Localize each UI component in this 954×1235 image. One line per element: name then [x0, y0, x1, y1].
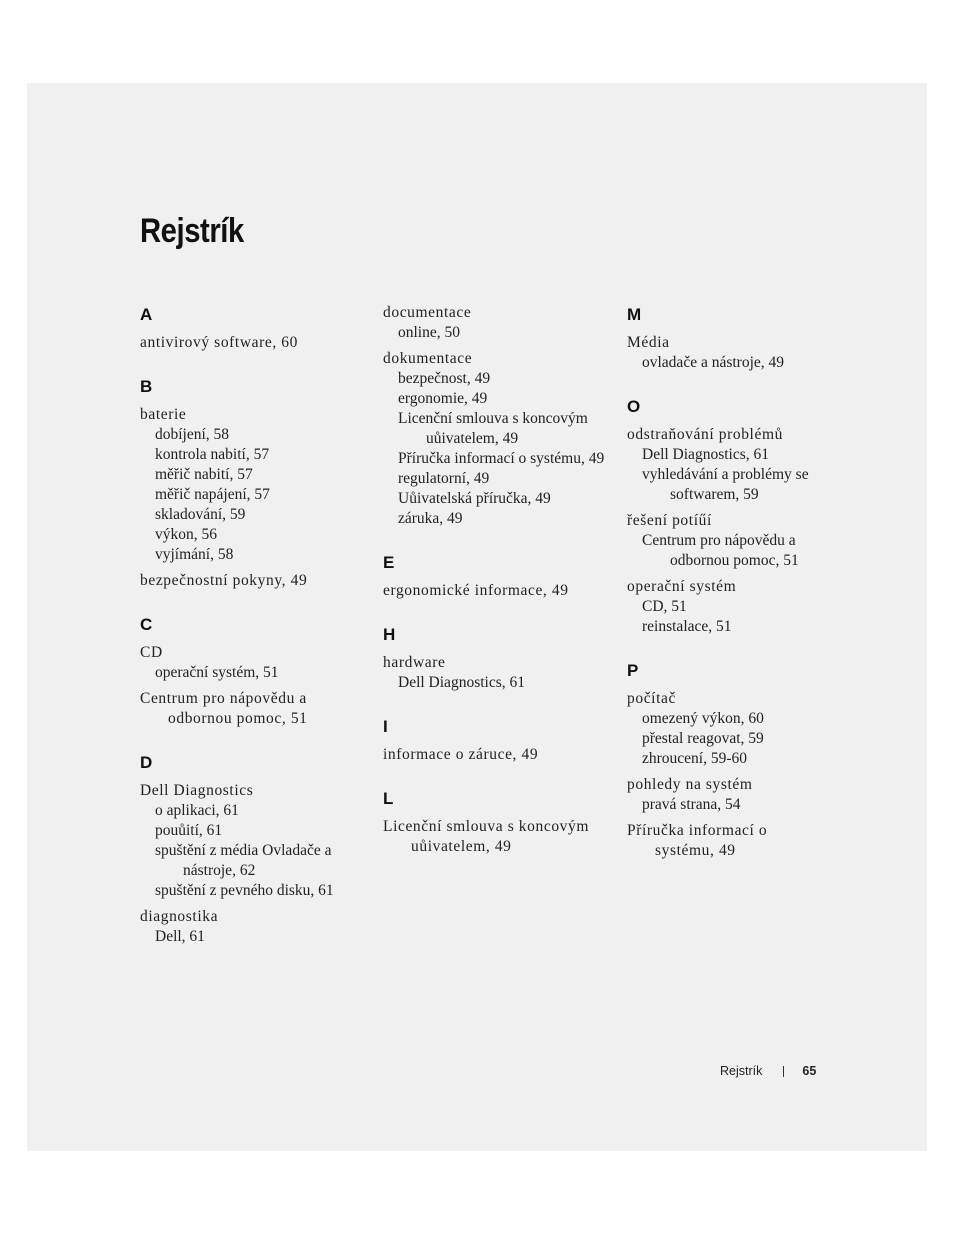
- index-entry: [140, 333, 370, 353]
- index-term: diagnostika: [140, 908, 219, 925]
- page-number: 65: [802, 1064, 817, 1078]
- index-subentry: zhroucení, 59-60: [642, 750, 748, 767]
- index-subentry: Centrum pro nápovědu a odbornou pomoc, 51: [642, 532, 799, 569]
- index-entry: [140, 907, 370, 947]
- index-subentry: operační systém, 51: [155, 664, 279, 681]
- index-subentry: skladování, 59: [155, 506, 246, 523]
- index-term: Licenční smlouva s koncovým uůivatelem, 49: [383, 818, 590, 855]
- index-subentry: regulatorní, 49: [398, 470, 490, 487]
- index-entry: [627, 689, 827, 769]
- index-subentry: vyhledávání a problémy se softwarem, 59: [642, 466, 809, 503]
- subentry-list: [627, 709, 827, 769]
- section-letter: H: [383, 625, 396, 644]
- index-section: [383, 717, 613, 765]
- index-column-1: [140, 303, 370, 971]
- index-term: bezpečnostní pokyny, 49: [140, 572, 308, 589]
- subentry-list: [627, 795, 827, 815]
- subentry-list: [627, 445, 827, 505]
- index-subentry: ergonomie, 49: [398, 390, 488, 407]
- index-term: Dell Diagnostics: [140, 782, 254, 799]
- index-subentry: omezený výkon, 60: [642, 710, 764, 727]
- section-letter: B: [140, 377, 153, 396]
- index-section: [383, 553, 613, 601]
- index-entry: [140, 643, 370, 683]
- index-subentry: spuštění z média Ovladače a nástroje, 62: [155, 842, 332, 879]
- index-section: [627, 397, 827, 637]
- index-term: informace o záruce, 49: [383, 746, 539, 763]
- index-term: řešení potíűí: [627, 512, 712, 529]
- subentry-list: [383, 323, 613, 343]
- section-letter: C: [140, 615, 153, 634]
- page-title: Rejstrík: [140, 212, 244, 250]
- section-letter: E: [383, 553, 395, 572]
- index-subentry: záruka, 49: [398, 510, 463, 527]
- page-footer: [720, 1062, 816, 1080]
- index-subentry: pravá strana, 54: [642, 796, 741, 813]
- index-section: [627, 661, 827, 861]
- section-letter: O: [627, 397, 641, 416]
- index-subentry: přestal reagovat, 59: [642, 730, 764, 747]
- index-term: Centrum pro nápovědu a odbornou pomoc, 51: [140, 690, 308, 727]
- section-letter: D: [140, 753, 153, 772]
- subentry-list: [383, 369, 613, 529]
- index-subentry: měřič napájení, 57: [155, 486, 270, 503]
- index-section: [140, 753, 370, 947]
- index-subentry: pouůití, 61: [155, 822, 223, 839]
- index-term: Média: [627, 334, 670, 351]
- section-letter: M: [627, 305, 642, 324]
- index-entry: [383, 817, 613, 857]
- index-section: [140, 377, 370, 591]
- subentry-list: [627, 353, 827, 373]
- index-subentry: CD, 51: [642, 598, 687, 615]
- index-entry: [627, 775, 827, 815]
- index-entry: [627, 577, 827, 637]
- index-subentry: Dell Diagnostics, 61: [642, 446, 769, 463]
- index-subentry: Dell, 61: [155, 928, 205, 945]
- index-section: [140, 615, 370, 729]
- index-subentry: reinstalace, 51: [642, 618, 732, 635]
- index-term: documentace: [383, 304, 472, 321]
- index-subentry: Licenční smlouva s koncovým uůivatelem, 49: [398, 410, 588, 447]
- index-subentry: vyjímání, 58: [155, 546, 234, 563]
- index-section: [140, 305, 370, 353]
- index-term: odstraňování problémů: [627, 426, 783, 443]
- index-term: Příručka informací o systému, 49: [627, 822, 768, 859]
- index-term: hardware: [383, 654, 446, 671]
- index-subentry: Dell Diagnostics, 61: [398, 674, 525, 691]
- index-section: [383, 625, 613, 693]
- index-section: [383, 789, 613, 857]
- index-entry: [627, 821, 827, 861]
- section-letter: I: [383, 717, 388, 736]
- index-subentry: kontrola nabití, 57: [155, 446, 270, 463]
- index-entry: [627, 425, 827, 505]
- section-letter: P: [627, 661, 639, 680]
- index-subentry: online, 50: [398, 324, 460, 341]
- index-entry: [627, 511, 827, 571]
- index-entry: [140, 405, 370, 565]
- index-section: [383, 303, 613, 529]
- index-subentry: Uůivatelská příručka, 49: [398, 490, 551, 507]
- subentry-list: [627, 531, 827, 571]
- index-column-2: [383, 303, 613, 881]
- index-entry: [383, 349, 613, 529]
- footer-separator: [783, 1066, 784, 1077]
- subentry-list: [383, 673, 613, 693]
- subentry-list: [140, 663, 370, 683]
- subentry-list: [140, 801, 370, 901]
- section-letter: L: [383, 789, 394, 808]
- index-subentry: výkon, 56: [155, 526, 217, 543]
- index-entry: [627, 333, 827, 373]
- index-column-3: [627, 303, 827, 885]
- index-term: antivirový software, 60: [140, 334, 298, 351]
- index-subentry: Příručka informací o systému, 49: [398, 450, 605, 467]
- index-term: dokumentace: [383, 350, 473, 367]
- index-section: [627, 305, 827, 373]
- subentry-list: [140, 927, 370, 947]
- index-entry: [383, 581, 613, 601]
- index-entry: [383, 303, 613, 343]
- index-subentry: bezpečnost, 49: [398, 370, 491, 387]
- index-term: operační systém: [627, 578, 737, 595]
- index-term: pohledy na systém: [627, 776, 753, 793]
- index-entry: [383, 653, 613, 693]
- section-letter: A: [140, 305, 153, 324]
- footer-label: Rejstrík: [720, 1064, 763, 1078]
- index-term: baterie: [140, 406, 187, 423]
- subentry-list: [627, 597, 827, 637]
- index-term: CD: [140, 644, 163, 661]
- index-entry: [140, 571, 370, 591]
- index-entry: [383, 745, 613, 765]
- index-entry: [140, 781, 370, 901]
- index-term: ergonomické informace, 49: [383, 582, 569, 599]
- index-subentry: měřič nabití, 57: [155, 466, 253, 483]
- index-subentry: spuštění z pevného disku, 61: [155, 882, 334, 899]
- index-term: počítač: [627, 690, 676, 707]
- subentry-list: [140, 425, 370, 565]
- index-subentry: dobíjení, 58: [155, 426, 230, 443]
- index-entry: [140, 689, 370, 729]
- index-subentry: ovladače a nástroje, 49: [642, 354, 785, 371]
- index-subentry: o aplikaci, 61: [155, 802, 239, 819]
